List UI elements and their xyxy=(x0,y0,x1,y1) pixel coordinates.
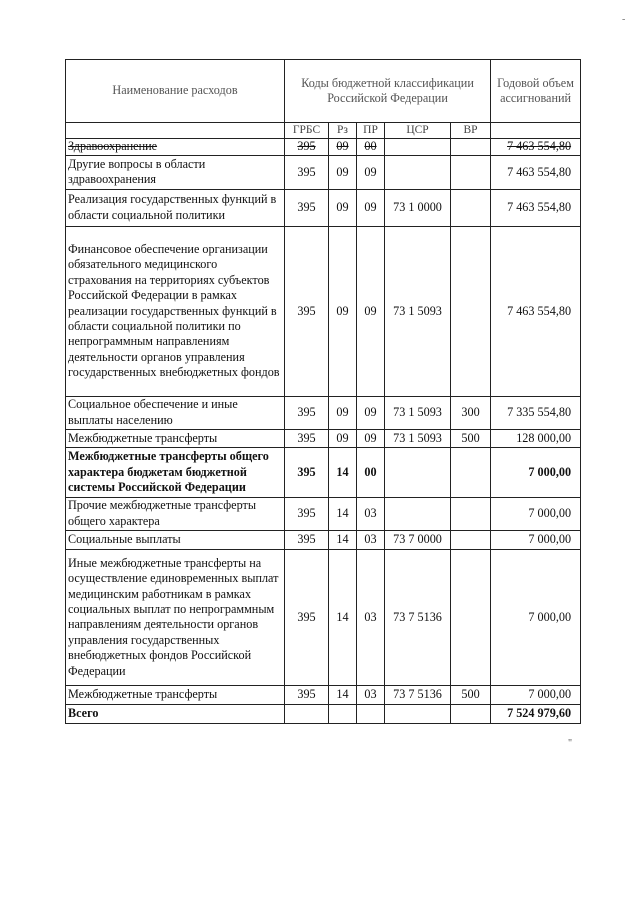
code-pr: 09 xyxy=(357,226,385,396)
code-rz: 09 xyxy=(329,139,357,155)
table-row xyxy=(66,429,581,447)
code-pr: 00 xyxy=(357,139,385,155)
code-csr: 73 1 0000 xyxy=(385,189,451,226)
code-csr: 73 7 5136 xyxy=(385,685,451,704)
code-grbs: 395 xyxy=(285,530,329,549)
code-vr xyxy=(451,497,491,530)
code-grbs: 395 xyxy=(285,396,329,429)
code-rz: 14 xyxy=(329,685,357,704)
code-rz: 09 xyxy=(329,226,357,396)
empty-header-cell xyxy=(66,123,285,139)
total-label: Всего xyxy=(66,704,285,723)
code-csr xyxy=(385,497,451,530)
total-row xyxy=(66,704,581,723)
expense-name: Финансовое обеспечение организации обязательного медицинского страхования на территориях субъектов Российской Федерации в рамках реализации государственных функций в области социальной политики по непрограммным направлениям деятельности органов управления государственных внебюджетных фондов xyxy=(66,226,285,396)
amount: 7 000,00 xyxy=(491,497,581,530)
table-row xyxy=(66,497,581,530)
code-vr xyxy=(451,155,491,189)
code-rz: 09 xyxy=(329,396,357,429)
code-grbs: 395 xyxy=(285,429,329,447)
codes-column-header: Коды бюджетной классификации Российской Федерации xyxy=(285,60,491,123)
expense-name: Реализация государственных функций в области социальной политики xyxy=(66,189,285,226)
code-pr: 03 xyxy=(357,549,385,685)
code-grbs: 395 xyxy=(285,139,329,155)
code-vr: 500 xyxy=(451,685,491,704)
code-vr xyxy=(451,139,491,155)
code-vr xyxy=(451,189,491,226)
code-pr: 00 xyxy=(357,447,385,497)
amount: 7 463 554,80 xyxy=(491,155,581,189)
table-row xyxy=(66,226,581,396)
expense-name: Межбюджетные трансферты xyxy=(66,429,285,447)
code-csr: 73 7 5136 xyxy=(385,549,451,685)
table-row xyxy=(66,530,581,549)
code-grbs: 395 xyxy=(285,155,329,189)
expense-name: Межбюджетные трансферты xyxy=(66,685,285,704)
code-vr: 300 xyxy=(451,396,491,429)
amount: 7 000,00 xyxy=(491,530,581,549)
code-pr: 09 xyxy=(357,189,385,226)
amount: 7 463 554,80 xyxy=(491,226,581,396)
code-grbs: 395 xyxy=(285,549,329,685)
code-rz: 09 xyxy=(329,155,357,189)
table-row xyxy=(66,189,581,226)
code-header-vr: ВР xyxy=(451,123,491,139)
amount-column-header: Годовой объем ассигнований xyxy=(491,60,581,123)
code-header-grbs: ГРБС xyxy=(285,123,329,139)
code-rz: 14 xyxy=(329,549,357,685)
code-csr: 73 7 0000 xyxy=(385,530,451,549)
empty-header-cell xyxy=(491,123,581,139)
empty-cell xyxy=(357,704,385,723)
code-grbs: 395 xyxy=(285,447,329,497)
closing-quote-mark: " xyxy=(568,738,573,749)
amount: 7 463 554,80 xyxy=(491,139,581,155)
code-pr: 09 xyxy=(357,396,385,429)
empty-cell xyxy=(385,704,451,723)
table-row xyxy=(66,155,581,189)
expense-name: Прочие межбюджетные трансферты общего характера xyxy=(66,497,285,530)
amount: 7 000,00 xyxy=(491,447,581,497)
budget-table xyxy=(65,59,581,724)
amount: 7 000,00 xyxy=(491,685,581,704)
expense-name: Межбюджетные трансферты общего характера бюджетам бюджетной системы Российской Федерации xyxy=(66,447,285,497)
code-csr: 73 1 5093 xyxy=(385,396,451,429)
name-column-header: Наименование расходов xyxy=(66,60,285,123)
code-rz: 14 xyxy=(329,530,357,549)
code-pr: 09 xyxy=(357,429,385,447)
empty-cell xyxy=(329,704,357,723)
code-vr xyxy=(451,447,491,497)
table-row xyxy=(66,549,581,685)
code-header-rz: Рз xyxy=(329,123,357,139)
page-mark: - xyxy=(622,14,626,25)
code-csr xyxy=(385,155,451,189)
code-csr xyxy=(385,447,451,497)
expense-name: Социальное обеспечение и иные выплаты населению xyxy=(66,396,285,429)
expense-name: Другие вопросы в области здравоохранения xyxy=(66,155,285,189)
expense-name: Социальные выплаты xyxy=(66,530,285,549)
code-rz: 09 xyxy=(329,189,357,226)
code-grbs: 395 xyxy=(285,685,329,704)
code-csr xyxy=(385,139,451,155)
code-vr: 500 xyxy=(451,429,491,447)
code-csr: 73 1 5093 xyxy=(385,429,451,447)
table-row xyxy=(66,447,581,497)
amount: 7 000,00 xyxy=(491,549,581,685)
expense-name: Иные межбюджетные трансферты на осуществление единовременных выплат медицинским работникам в рамках социальных выплат по непрограммным направлениям деятельности органов управления государственных внебюджетных фондов Российской Федерации xyxy=(66,549,285,685)
code-grbs: 395 xyxy=(285,497,329,530)
code-header-pr: ПР xyxy=(357,123,385,139)
code-grbs: 395 xyxy=(285,226,329,396)
expense-name: Здравоохранение xyxy=(66,139,285,155)
table-row xyxy=(66,139,581,155)
empty-cell xyxy=(285,704,329,723)
code-header-csr: ЦСР xyxy=(385,123,451,139)
amount: 7 335 554,80 xyxy=(491,396,581,429)
code-rz: 14 xyxy=(329,497,357,530)
code-csr: 73 1 5093 xyxy=(385,226,451,396)
table-row xyxy=(66,396,581,429)
code-grbs: 395 xyxy=(285,189,329,226)
code-vr xyxy=(451,530,491,549)
code-pr: 03 xyxy=(357,685,385,704)
amount: 128 000,00 xyxy=(491,429,581,447)
code-vr xyxy=(451,549,491,685)
code-pr: 03 xyxy=(357,530,385,549)
code-pr: 03 xyxy=(357,497,385,530)
code-vr xyxy=(451,226,491,396)
code-pr: 09 xyxy=(357,155,385,189)
amount: 7 463 554,80 xyxy=(491,189,581,226)
code-rz: 09 xyxy=(329,429,357,447)
empty-cell xyxy=(451,704,491,723)
table-row xyxy=(66,685,581,704)
total-amount: 7 524 979,60 xyxy=(491,704,581,723)
code-rz: 14 xyxy=(329,447,357,497)
